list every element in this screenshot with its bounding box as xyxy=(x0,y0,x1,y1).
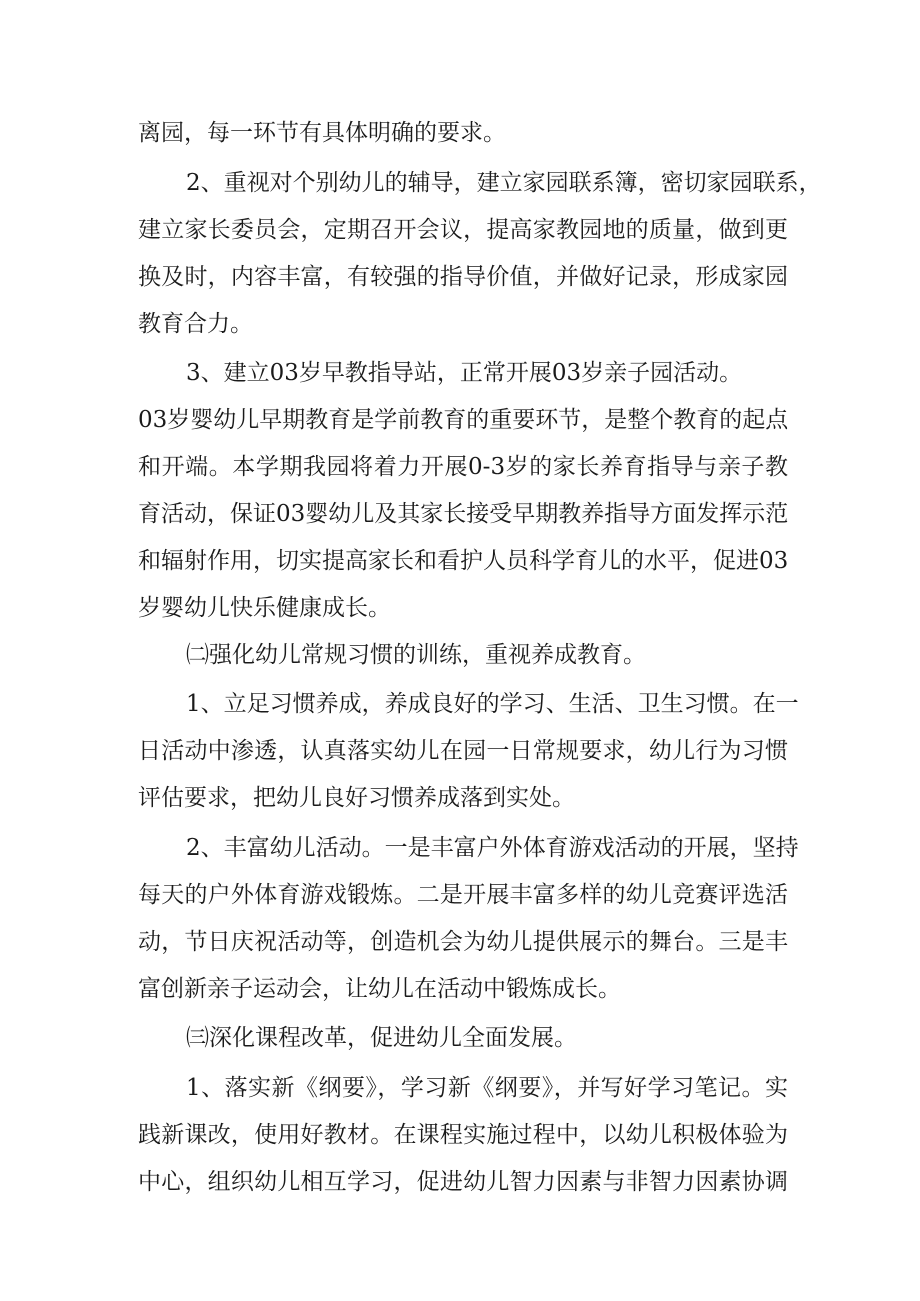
text-line: 和辐射作用，切实提高家长和看护人员科学育儿的水平，促进03 xyxy=(138,548,789,574)
text-line: 中心，组织幼儿相互学习，促进幼儿智力因素与非智力因素协调 xyxy=(138,1169,788,1195)
text-line: 2、丰富幼儿活动。一是丰富户外体育游戏活动的开展，坚持 xyxy=(186,835,799,861)
text-line: 1、立足习惯养成，养成良好的学习、生活、卫生习惯。在一 xyxy=(186,691,799,717)
text-line: 每天的户外体育游戏锻炼。二是开展丰富多样的幼儿竞赛评选活 xyxy=(138,882,788,908)
text-line: 3、建立03岁早教指导站，正常开展03岁亲子园活动。 xyxy=(186,360,743,386)
text-line: 践新课改，使用好教材。在课程实施过程中，以幼儿积极体验为 xyxy=(138,1122,788,1148)
text-line: 日活动中渗透，认真落实幼儿在园一日常规要求，幼儿行为习惯 xyxy=(138,738,788,764)
text-line: 动，节日庆祝活动等，创造机会为幼儿提供展示的舞台。三是丰 xyxy=(138,929,788,955)
text-line: 教育合力。 xyxy=(138,311,253,337)
text-line: 和开端。本学期我园将着力开展0-3岁的家长养育指导与亲子教 xyxy=(138,454,788,480)
section-heading: ㈢深化课程改革，促进幼儿全面发展。 xyxy=(186,1025,577,1051)
text-line: 岁婴幼儿快乐健康成长。 xyxy=(138,595,391,621)
text-line: 03岁婴幼儿早期教育是学前教育的重要环节，是整个教育的起点 xyxy=(138,407,789,433)
text-line: 1、落实新《纲要》，学习新《纲要》，并写好学习笔记。实 xyxy=(186,1075,788,1101)
text-line: 富创新亲子运动会，让幼儿在活动中锻炼成长。 xyxy=(138,976,621,1002)
text-line: 建立家长委员会，定期召开会议，提高家教园地的质量，做到更 xyxy=(138,217,788,243)
text-line: 育活动，保证03婴幼儿及其家长接受早期教养指导方面发挥示范 xyxy=(138,501,789,527)
text-line: 2、重视对个别幼儿的辅导，建立家园联系簿，密切家园联系， xyxy=(186,170,822,196)
text-line: 离园，每一环节有具体明确的要求。 xyxy=(138,120,506,146)
text-line: 换及时，内容丰富，有较强的指导价值，并做好记录，形成家园 xyxy=(138,264,788,290)
section-heading: ㈡强化幼儿常规习惯的训练，重视养成教育。 xyxy=(186,642,646,668)
text-line: 评估要求，把幼儿良好习惯养成落到实处。 xyxy=(138,785,575,811)
